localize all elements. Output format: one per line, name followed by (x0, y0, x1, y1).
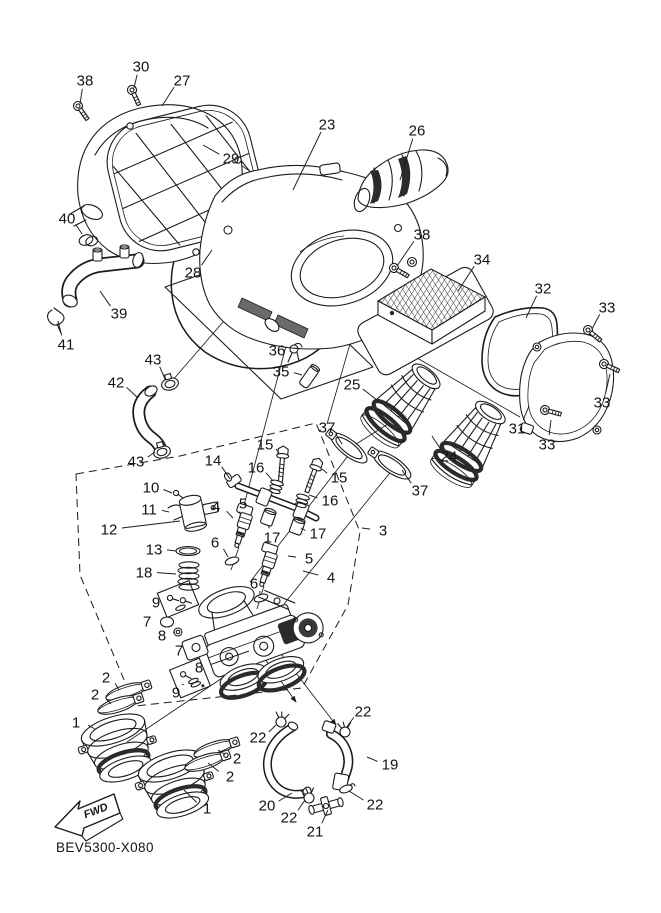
callout-8-49: 8 (194, 659, 204, 677)
callout-22-61: 22 (280, 809, 298, 827)
callout-43-25: 43 (127, 453, 145, 471)
callout-2-51: 2 (101, 669, 111, 687)
callout-35-18: 35 (272, 363, 290, 381)
callout-15-27: 15 (256, 436, 274, 454)
callout-22-58: 22 (354, 703, 372, 721)
part-38-bolt (72, 100, 91, 122)
callout-4-33: 4 (211, 498, 221, 516)
callout-33-10: 33 (593, 394, 611, 412)
callout-29-3: 29 (222, 150, 240, 168)
callout-1-56: 1 (202, 800, 212, 818)
callout-3-39: 3 (378, 522, 388, 540)
leader-line-33-9 (592, 314, 600, 329)
part-41-clip (48, 308, 64, 333)
fwd-direction-arrow (55, 794, 123, 841)
callout-38-0: 38 (76, 72, 94, 90)
callout-19-59: 19 (381, 756, 399, 774)
callout-23-4: 23 (318, 116, 336, 134)
part-17-spacer (289, 516, 306, 536)
callout-20-60: 20 (258, 797, 276, 815)
callout-14-26: 14 (204, 452, 222, 470)
leader-line-13-43 (167, 550, 176, 551)
callout-24-13: 24 (440, 448, 458, 466)
callout-21-63: 21 (306, 823, 324, 841)
part-25-carburetor-joint (357, 355, 450, 452)
callout-18-44: 18 (135, 564, 153, 582)
callout-17-31: 17 (263, 529, 281, 547)
part-7-cap (161, 617, 174, 627)
callout-9-45: 9 (151, 594, 161, 612)
leader-line-8-47 (173, 632, 175, 633)
leader-line-15-29 (322, 469, 327, 473)
leader-line-9-45 (167, 599, 169, 600)
callout-9-50: 9 (171, 684, 181, 702)
part-15-bolt (274, 445, 289, 482)
callout-7-46: 7 (142, 613, 152, 631)
leader-line-18-44 (157, 573, 176, 574)
leader-line-22-58 (346, 717, 354, 728)
callout-42-23: 42 (107, 374, 125, 392)
part-26-intake-duct (351, 150, 448, 214)
part-17-spacer (260, 507, 277, 527)
callout-37-16: 37 (411, 482, 429, 500)
part-39-breather-hose (61, 245, 145, 309)
part-20-hose (267, 720, 312, 798)
callout-40-21: 40 (58, 210, 76, 228)
part-13-o-ring (176, 547, 200, 556)
callout-22-57: 22 (249, 729, 267, 747)
callout-2-54: 2 (232, 750, 242, 768)
part-35-plug (299, 363, 321, 389)
leader-line-4-33 (227, 511, 233, 518)
callout-5-34: 5 (238, 495, 248, 513)
leader-line-9-50 (182, 684, 184, 685)
leader-line-12-42 (122, 521, 180, 528)
part-18-spring (178, 562, 199, 590)
leader-line-11-41 (162, 510, 169, 512)
callout-6-38: 6 (249, 575, 259, 593)
leader-line-27-2 (162, 87, 174, 106)
leader-line-22-57 (269, 725, 276, 732)
drawing-code: BEV5300-X080 (56, 840, 154, 855)
callout-27-2: 27 (173, 72, 191, 90)
leader-line-38-0 (80, 89, 82, 104)
callout-15-29: 15 (330, 469, 348, 487)
leader-line-10-40 (164, 490, 173, 494)
part-8-nut (174, 628, 182, 636)
part-24-carburetor-joint (427, 393, 515, 492)
part-6-o-ring (224, 556, 239, 567)
callout-39-20: 39 (110, 305, 128, 323)
callout-25-14: 25 (343, 376, 361, 394)
leader-line-40-21 (76, 225, 82, 234)
part-31-case-cover (520, 333, 614, 442)
callout-6-37: 6 (210, 534, 220, 552)
leader-line-42-23 (127, 387, 139, 398)
callout-36-17: 36 (268, 342, 286, 360)
callout-5-35: 5 (304, 550, 314, 568)
callout-22-62: 22 (366, 796, 384, 814)
callout-33-9: 33 (598, 299, 616, 317)
callout-41-22: 41 (57, 336, 75, 354)
leader-line-16-28 (266, 473, 273, 481)
leader-line-3-39 (362, 528, 370, 529)
leader-line-6-37 (224, 549, 229, 557)
callout-1-53: 1 (71, 714, 81, 732)
callout-28-19: 28 (184, 264, 202, 282)
callout-16-28: 16 (247, 459, 265, 477)
leader-line-35-18 (294, 373, 302, 375)
leader-line-5-35 (288, 556, 296, 557)
callout-38-6: 38 (413, 226, 431, 244)
leader-line-39-20 (100, 291, 111, 306)
callout-8-47: 8 (157, 627, 167, 645)
leader-line-22-62 (349, 791, 363, 800)
leader-line-30-1 (134, 75, 137, 88)
callout-11-41: 11 (141, 501, 157, 519)
callout-17-32: 17 (309, 525, 327, 543)
callout-32-8: 32 (534, 280, 552, 298)
callout-2-52: 2 (90, 686, 100, 704)
callout-16-30: 16 (321, 492, 339, 510)
callout-43-24: 43 (144, 351, 162, 369)
leader-line-43-24 (160, 367, 165, 379)
leader-line-22-61 (298, 800, 305, 810)
part-9-screw-set (157, 581, 198, 618)
callout-12-42: 12 (100, 521, 118, 539)
part-15-bolt (301, 456, 325, 494)
callout-13-43: 13 (145, 541, 163, 559)
callout-34-7: 34 (473, 251, 491, 269)
callout-33-12: 33 (538, 436, 556, 454)
callout-2-55: 2 (225, 768, 235, 786)
callout-10-40: 10 (142, 479, 160, 497)
callout-31-11: 31 (508, 420, 526, 438)
callout-7-48: 7 (174, 642, 184, 660)
leader-line-24-13 (432, 436, 441, 449)
callout-37-15: 37 (318, 419, 336, 437)
callout-30-1: 30 (132, 58, 150, 76)
callout-4-36: 4 (326, 569, 336, 587)
callout-26-5: 26 (408, 122, 426, 140)
leader-line-19-59 (367, 757, 378, 761)
fwd-label: FWD (82, 801, 110, 822)
